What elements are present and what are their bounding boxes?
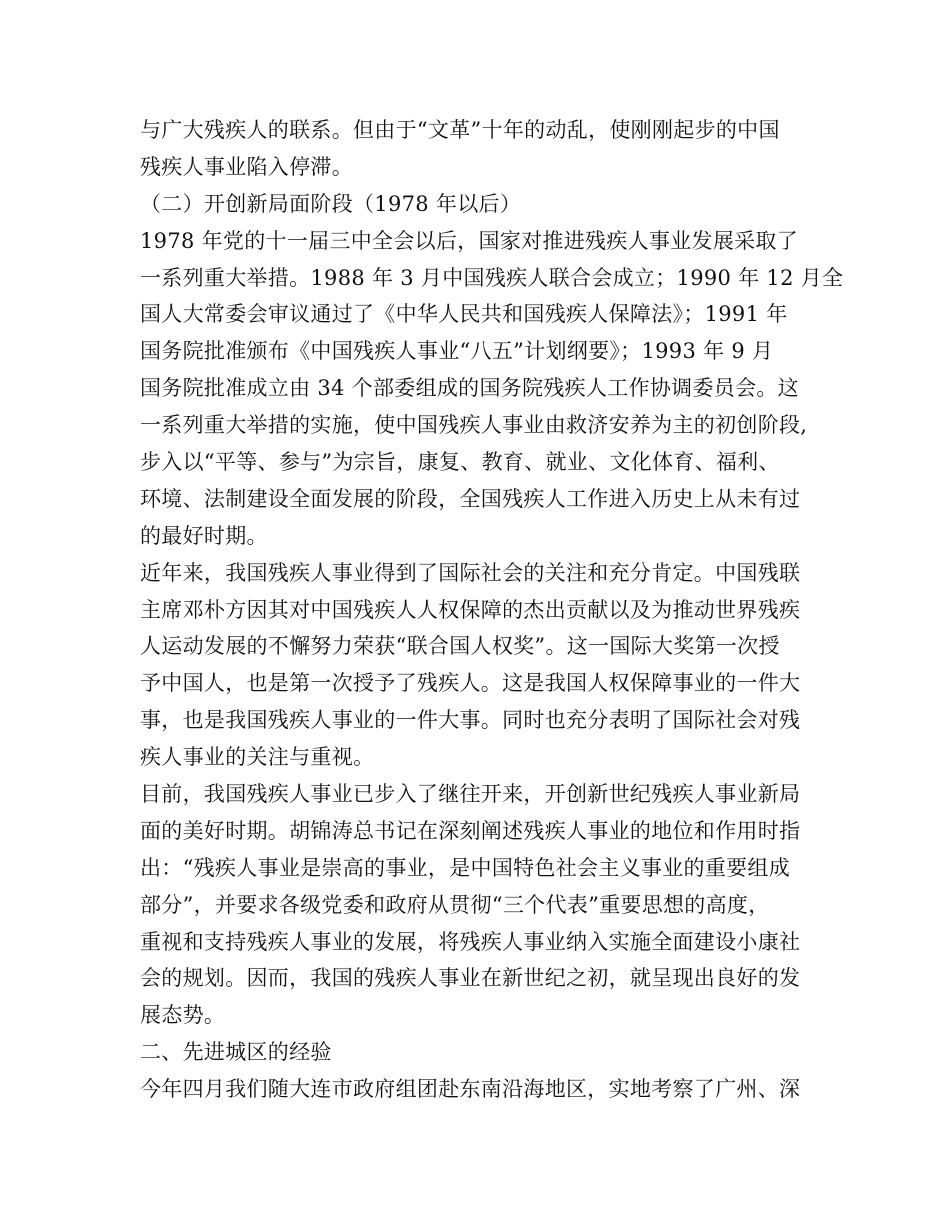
text-line: 环境、法制建设全面发展的阶段，全国残疾人工作进入历史上从未有过 [140,486,801,511]
text-line: 国务院批准颁布《中国残疾人事业“八五”计划纲要》；1993 年 9 月 [140,339,774,364]
text-line: 事，也是我国残疾人事业的一件大事。同时也充分表明了国际社会对残 [140,708,801,733]
text-line: 步入以“平等、参与”为宗旨，康复、教育、就业、文化体育、福利、 [140,450,780,475]
text-line: 会的规划。因而，我国的残疾人事业在新世纪之初，就呈现出良好的发 [140,966,801,991]
text-line: 面的美好时期。胡锦涛总书记在深刻阐述残疾人事业的地位和作用时指 [140,818,801,843]
text-line: 的最好时期。 [140,523,268,548]
text-line: 今年四月我们随大连市政府组团赴东南沿海地区，实地考察了广州、深 [140,1077,801,1102]
text-line: 重视和支持残疾人事业的发展，将残疾人事业纳入实施全面建设小康社 [140,929,801,954]
text-line: 近年来，我国残疾人事业得到了国际社会的关注和充分肯定。中国残联 [140,560,801,585]
text-line: 一系列重大举措。1988 年 3 月中国残疾人联合会成立；1990 年 12 月全 [140,265,844,290]
document-body [140,112,844,1108]
text-line: 予中国人，也是第一次授予了残疾人。这是我国人权保障事业的一件大 [140,671,801,696]
text-line: 国务院批准成立由 34 个部委组成的国务院残疾人工作协调委员会。这 [140,376,799,401]
section-heading: （二）开创新局面阶段（1978 年以后） [140,191,522,216]
text-line: 目前，我国残疾人事业已步入了继往开来，开创新世纪残疾人事业新局 [140,782,801,807]
text-line: 国人大常委会审议通过了《中华人民共和国残疾人保障法》；1991 年 [140,302,788,327]
text-line: 出：“残疾人事业是崇高的事业，是中国特色社会主义事业的重要组成 [140,855,791,880]
text-line: 残疾人事业陷入停滞。 [140,154,353,179]
text-line: 1978 年党的十一届三中全会以后，国家对推进残疾人事业发展采取了 [140,228,799,253]
text-line: 疾人事业的关注与重视。 [140,745,375,770]
text-line: 与广大残疾人的联系。但由于“文革”十年的动乱，使刚刚起步的中国 [140,118,780,142]
text-line: 主席邓朴方因其对中国残疾人人权保障的杰出贡献以及为推动世界残疾 [140,597,801,622]
text-line: 人运动发展的不懈努力荣获“联合国人权奖”。这一国际大奖第一次授 [140,634,780,659]
text-line: 展态势。 [140,1003,226,1028]
section-heading: 二、先进城区的经验 [140,1040,332,1065]
text-line: 一系列重大举措的实施，使中国残疾人事业由救济安养为主的初创阶段, [140,413,808,438]
text-line: 部分”，并要求各级党委和政府从贯彻“三个代表”重要思想的高度， [140,892,770,917]
